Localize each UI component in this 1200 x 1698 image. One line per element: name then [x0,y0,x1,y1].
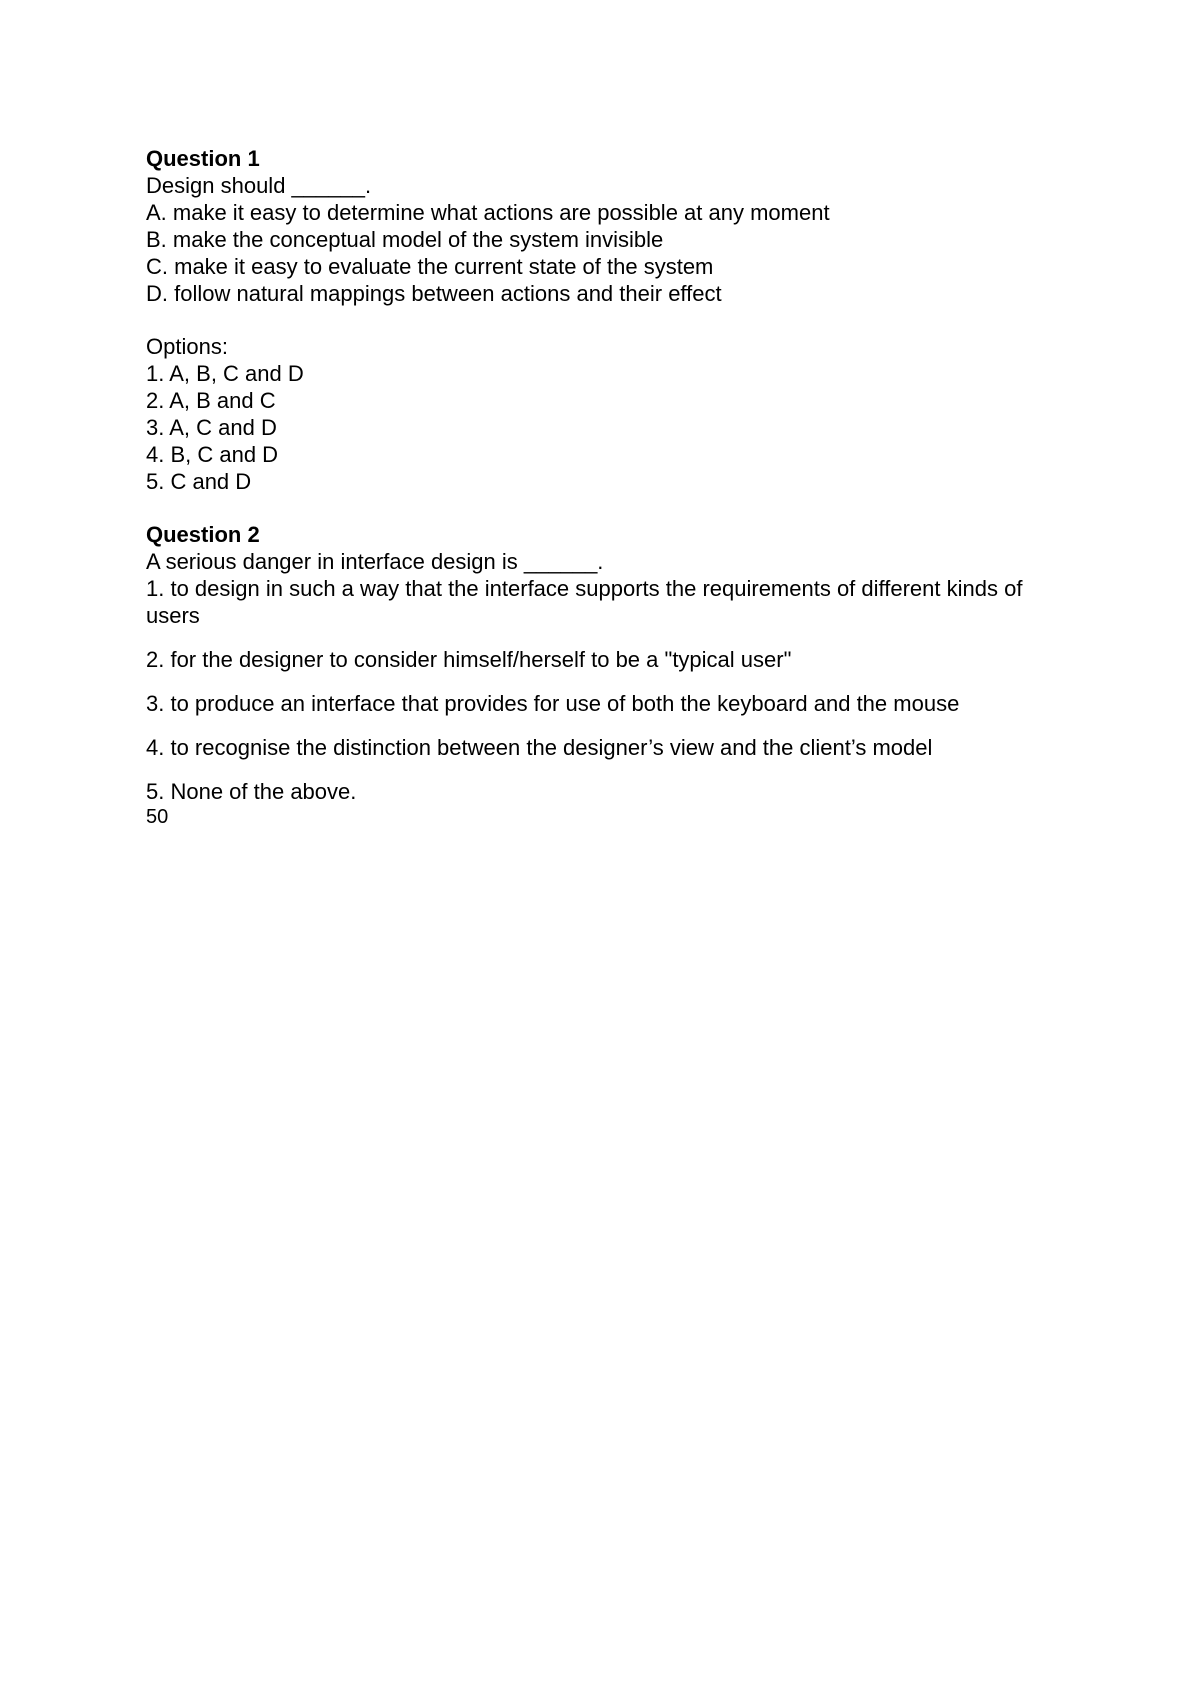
question-2-option-4: 4. to recognise the distinction between the designer’s view and the client’s model [146,735,933,760]
question-1-title: Question 1 [146,146,260,171]
question-1-option-4: 4. B, C and D [146,442,279,467]
question-1-statement-d: D. follow natural mappings between actions and their effect [146,281,722,306]
question-2-option-5: 5. None of the above. [146,779,357,804]
spacer [146,495,1066,521]
question-2-option-3: 3. to produce an interface that provides for use of both the keyboard and the mouse [146,691,960,716]
question-1-option-5: 5. C and D [146,469,252,494]
question-2-option-2: 2. for the designer to consider himself/herself to be a "typical user" [146,647,792,672]
question-1-options-label: Options: [146,334,228,359]
page-content [146,145,1066,829]
spacer [146,717,1066,734]
spacer [146,761,1066,778]
spacer [146,673,1066,690]
spacer [146,307,1066,333]
question-1-statement-c: C. make it easy to evaluate the current state of the system [146,254,714,279]
question-2-option-1: 1. to design in such a way that the interface supports the requirements of different kinds of users [146,576,1023,628]
question-1-statement-b: B. make the conceptual model of the system invisible [146,227,664,252]
question-2-stem: A serious danger in interface design is ______. [146,549,604,574]
question-1-option-3: 3. A, C and D [146,415,277,440]
page-number: 50 [146,806,169,828]
question-2-title: Question 2 [146,522,260,547]
question-1-stem: Design should ______. [146,173,372,198]
spacer [146,629,1066,646]
question-1-option-2: 2. A, B and C [146,388,276,413]
question-1-option-1: 1. A, B, C and D [146,361,304,386]
question-1-statement-a: A. make it easy to determine what actions are possible at any moment [146,200,830,225]
